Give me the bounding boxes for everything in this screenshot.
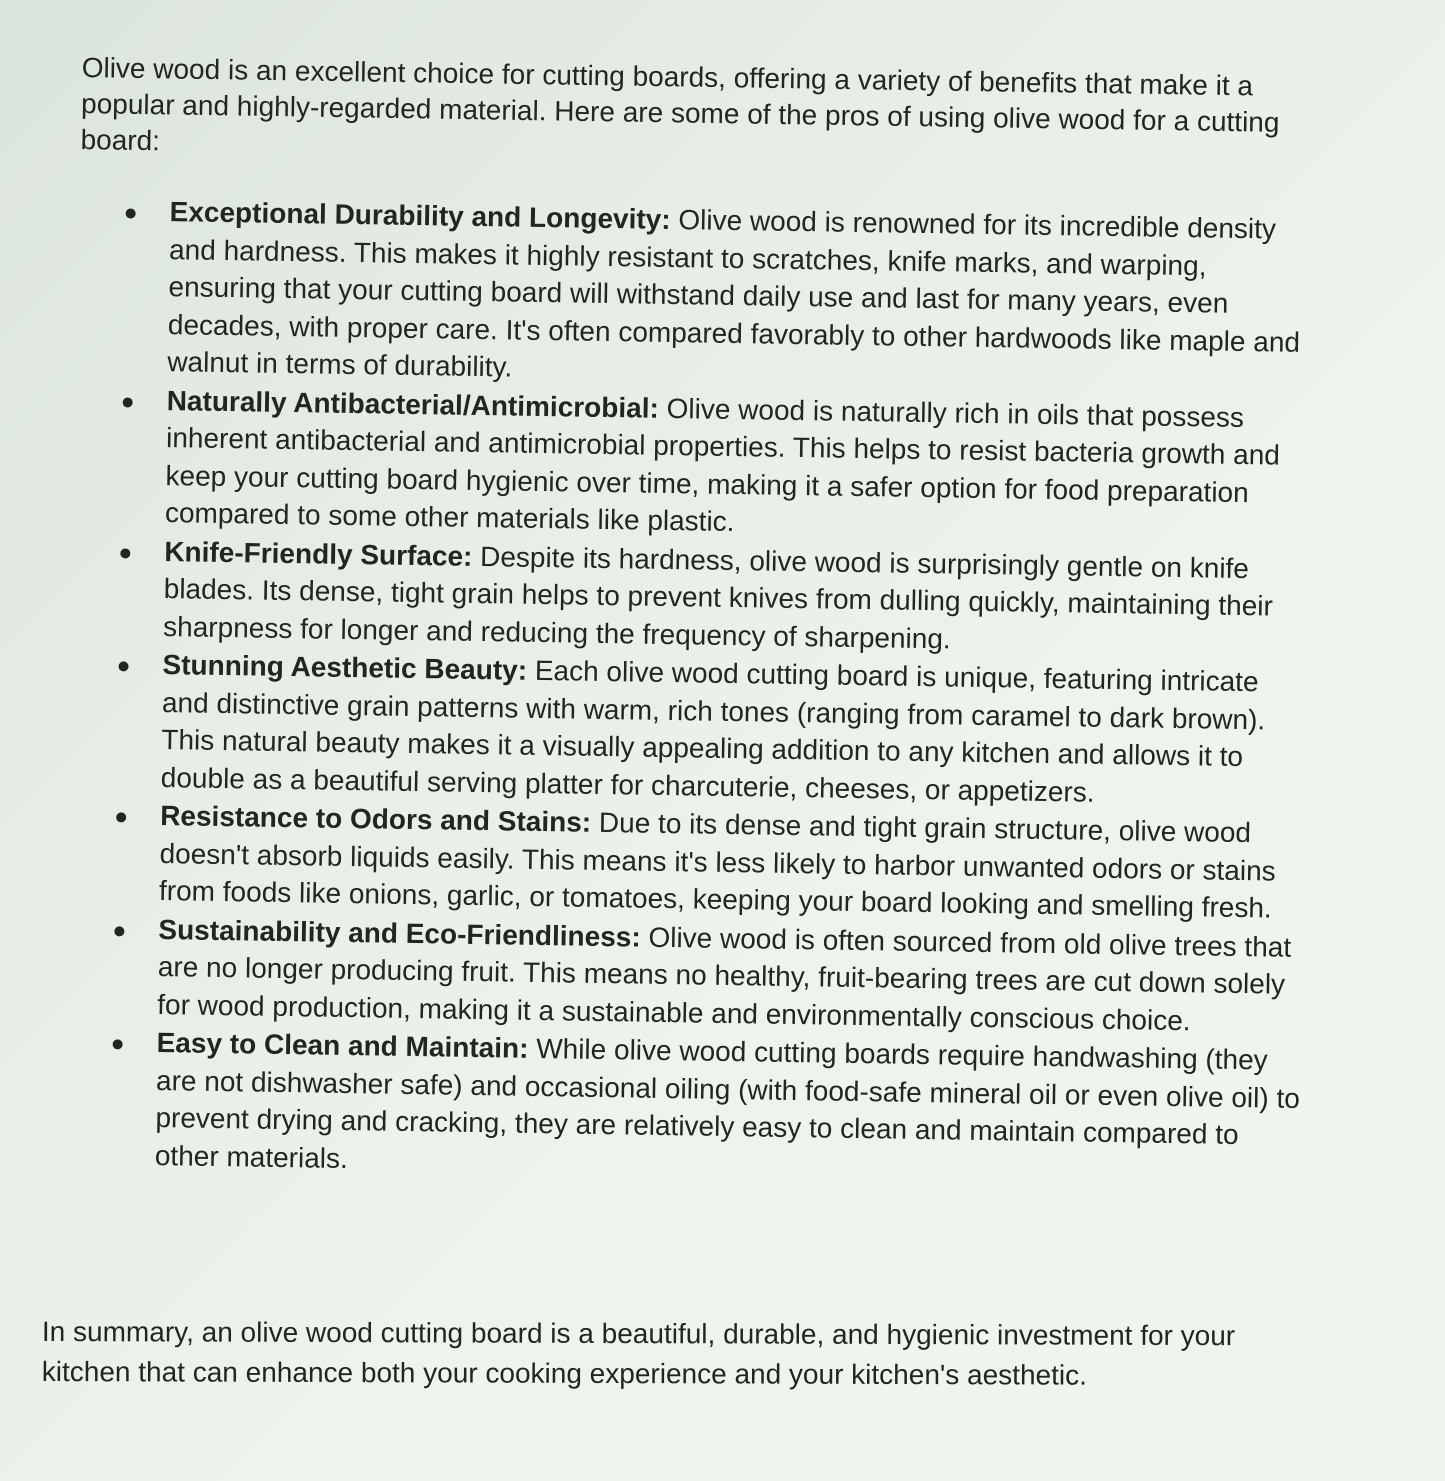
bullet-icon: [123, 397, 133, 407]
benefit-text: While olive wood cutting boards require handwashing (they are not dishwasher safe) and occasional oiling (with food-safe mineral oil or even olive oil) to prevent drying and cracking, they are relatively easy to clean and maintain compared to other materials.: [154, 1032, 1301, 1174]
bullet-icon: [114, 926, 124, 936]
benefit-title: Knife-Friendly Surface:: [164, 535, 473, 572]
benefit-text: Olive wood is often sourced from old olive trees that are no longer producing fruit. This means no healthy, fruit-bearing trees are cut down solely for wood production, making it a sustainable and environmentally conscious choice.: [157, 921, 1292, 1036]
benefit-title: Resistance to Odors and Stains:: [159, 800, 592, 838]
summary-paragraph: In summary, an olive wood cutting board is a beautiful, durable, and hygienic investment for your kitchen that can enhance both your cooking experience and your kitchen's aesthetic.: [41, 1316, 1236, 1391]
bullet-icon: [120, 548, 130, 558]
benefit-title: Naturally Antibacterial/Antimicrobial:: [166, 384, 660, 424]
benefit-title: Exceptional Durability and Longevity:: [169, 196, 671, 235]
list-item: [85, 1023, 1307, 1192]
list-item: [87, 909, 1309, 1041]
list-item: [89, 796, 1311, 928]
benefit-title: Stunning Aesthetic Beauty:: [162, 649, 528, 686]
benefit-title: Sustainability and Eco-Friendliness:: [158, 913, 641, 953]
list-item: [91, 645, 1313, 814]
bullet-icon: [113, 1039, 123, 1049]
bullet-icon: [126, 208, 136, 218]
benefit-text: Olive wood is naturally rich in oils that possess inherent antibacterial and antimicrobial properties. This helps to resist bacteria growth and keep your cutting board hygienic over time, making it a safer option for food preparation compared to some other materials like plastic.: [164, 392, 1281, 538]
bullet-icon: [116, 812, 126, 822]
list-item: [97, 192, 1320, 399]
intro-paragraph: Olive wood is an excellent choice for cutting boards, offering a variety of benefits that make it a popular and highly-regarded material. Here are some of the pros of using olive wood for a cutting board:: [80, 51, 1280, 157]
benefit-title: Easy to Clean and Maintain:: [156, 1026, 529, 1064]
benefits-list: [85, 192, 1320, 1193]
bullet-icon: [118, 661, 128, 671]
benefit-text: Each olive wood cutting board is unique, featuring intricate and distinctive grain patterns with warm, rich tones (ranging from caramel to dark brown). This natural beauty makes it a visually appealing addition to any kitchen and allows it to double as a beautiful serving platter for charcuterie, cheeses, or appetizers.: [160, 654, 1266, 808]
list-item: [93, 531, 1315, 663]
benefit-text: Due to its dense and tight grain structure, olive wood doesn't absorb liquids easily. This means it's less likely to harbor unwanted odors or stains from foods like onions, garlic, or tomatoes, keeping your board looking and smelling fresh.: [158, 806, 1276, 924]
list-item: [95, 380, 1317, 549]
benefit-text: Despite its hardness, olive wood is surprisingly gentle on knife blades. Its dense, tight grain helps to prevent knives from dulling quickly, maintaining their sharpness for longer and reducing the frequency of sharpening.: [162, 540, 1274, 654]
benefit-text: Olive wood is renowned for its incredible density and hardness. This makes it highly resistant to scratches, knife marks, and warping, ensuring that your cutting board will withstand daily use and last for many years, even decades, with proper care. It's often compared favorably to other hardwoods like maple and walnut in terms of durability.: [167, 203, 1301, 383]
